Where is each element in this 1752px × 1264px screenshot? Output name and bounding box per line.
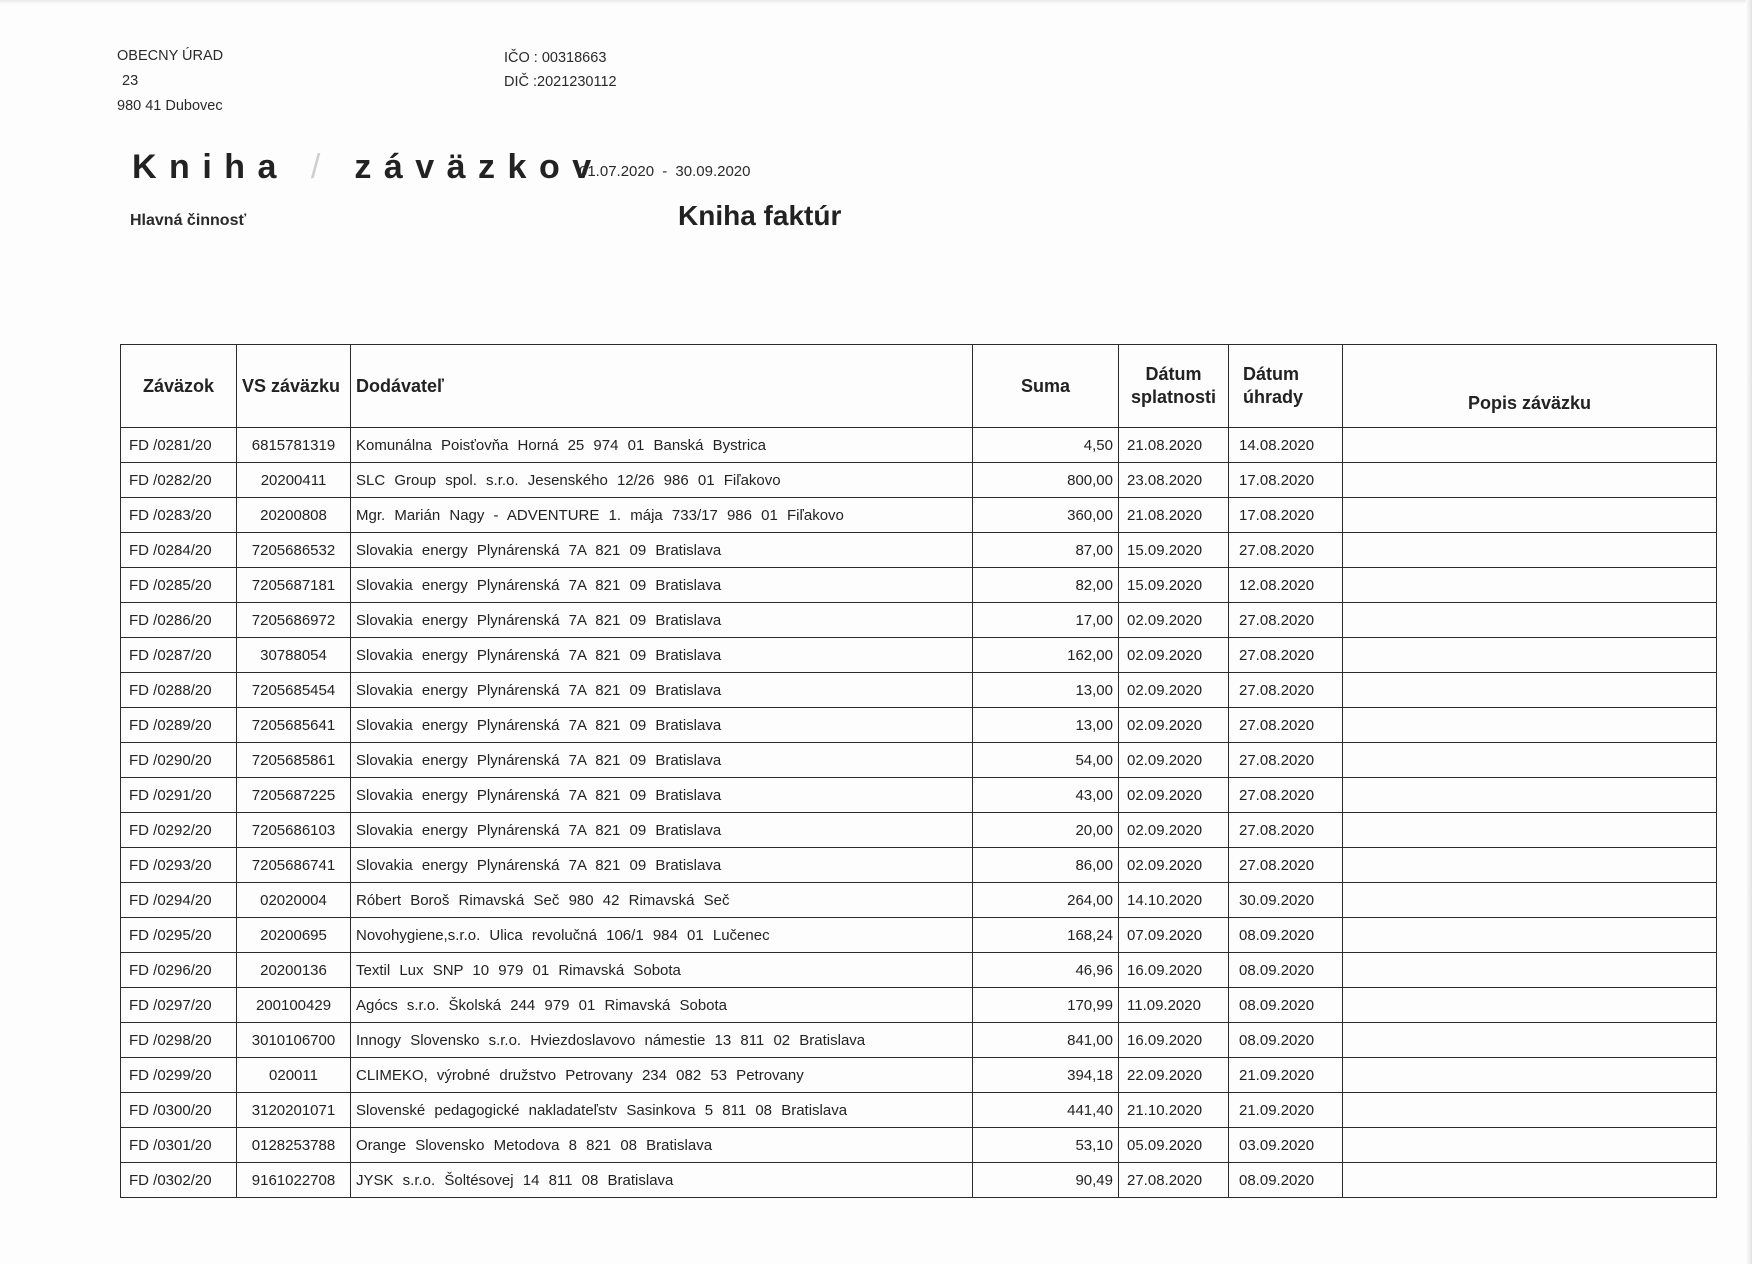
cell-popis xyxy=(1343,1163,1717,1198)
cell-zavazok: FD /0282/20 xyxy=(121,463,237,498)
cell-popis xyxy=(1343,533,1717,568)
cell-datum-uhrady: 27.08.2020 xyxy=(1229,533,1343,568)
cell-datum-splatnosti: 02.09.2020 xyxy=(1119,813,1229,848)
column-header-datum-splatnosti xyxy=(1119,345,1229,428)
period-from: 01.07.2020 - xyxy=(579,163,668,180)
cell-dodavatel: Komunálna Poisťovňa Horná 25 974 01 Banská Bystrica xyxy=(351,428,973,463)
cell-vs: 020011 xyxy=(237,1058,351,1093)
table-header-row xyxy=(121,345,1717,428)
table-row xyxy=(121,743,1717,778)
cell-suma: 86,00 xyxy=(973,848,1119,883)
cell-popis xyxy=(1343,743,1717,778)
cell-datum-uhrady: 03.09.2020 xyxy=(1229,1128,1343,1163)
cell-suma: 54,00 xyxy=(973,743,1119,778)
table-row xyxy=(121,568,1717,603)
cell-dodavatel: Mgr. Marián Nagy - ADVENTURE 1. mája 733/17 986 01 Fiľakovo xyxy=(351,498,973,533)
cell-datum-uhrady: 27.08.2020 xyxy=(1229,848,1343,883)
cell-suma: 90,49 xyxy=(973,1163,1119,1198)
cell-datum-uhrady: 08.09.2020 xyxy=(1229,1163,1343,1198)
cell-suma: 360,00 xyxy=(973,498,1119,533)
tax-identifiers xyxy=(504,46,617,94)
scan-edge-right xyxy=(1746,0,1752,1264)
cell-zavazok: FD /0281/20 xyxy=(121,428,237,463)
cell-suma: 170,99 xyxy=(973,988,1119,1023)
cell-popis xyxy=(1343,778,1717,813)
column-header-datum-uhrady-line2: úhrady xyxy=(1243,387,1304,407)
cell-vs: 20200411 xyxy=(237,463,351,498)
cell-datum-splatnosti: 21.10.2020 xyxy=(1119,1093,1229,1128)
cell-popis xyxy=(1343,638,1717,673)
cell-suma: 87,00 xyxy=(973,533,1119,568)
period-range xyxy=(579,163,751,180)
table-row xyxy=(121,918,1717,953)
cell-suma: 53,10 xyxy=(973,1128,1119,1163)
cell-suma: 4,50 xyxy=(973,428,1119,463)
cell-datum-splatnosti: 15.09.2020 xyxy=(1119,568,1229,603)
cell-datum-uhrady: 27.08.2020 xyxy=(1229,708,1343,743)
cell-suma: 13,00 xyxy=(973,673,1119,708)
cell-popis xyxy=(1343,673,1717,708)
cell-datum-uhrady: 21.09.2020 xyxy=(1229,1093,1343,1128)
cell-dodavatel: Slovakia energy Plynárenská 7A 821 09 Bratislava xyxy=(351,848,973,883)
cell-suma: 394,18 xyxy=(973,1058,1119,1093)
cell-datum-uhrady: 27.08.2020 xyxy=(1229,778,1343,813)
cell-suma: 264,00 xyxy=(973,883,1119,918)
cell-suma: 800,00 xyxy=(973,463,1119,498)
cell-suma: 20,00 xyxy=(973,813,1119,848)
table-row xyxy=(121,708,1717,743)
cell-popis xyxy=(1343,568,1717,603)
cell-dodavatel: Slovenské pedagogické nakladateľstv Sasinkova 5 811 08 Bratislava xyxy=(351,1093,973,1128)
cell-zavazok: FD /0293/20 xyxy=(121,848,237,883)
cell-dodavatel: JYSK s.r.o. Šoltésovej 14 811 08 Bratislava xyxy=(351,1163,973,1198)
cell-vs: 0128253788 xyxy=(237,1128,351,1163)
cell-zavazok: FD /0283/20 xyxy=(121,498,237,533)
cell-popis xyxy=(1343,1023,1717,1058)
cell-datum-splatnosti: 21.08.2020 xyxy=(1119,428,1229,463)
cell-dodavatel: Róbert Boroš Rimavská Seč 980 42 Rimavská Seč xyxy=(351,883,973,918)
column-header-zavazok: Záväzok xyxy=(121,345,237,428)
cell-datum-splatnosti: 14.10.2020 xyxy=(1119,883,1229,918)
cell-suma: 841,00 xyxy=(973,1023,1119,1058)
table-row xyxy=(121,603,1717,638)
cell-popis xyxy=(1343,708,1717,743)
cell-zavazok: FD /0287/20 xyxy=(121,638,237,673)
cell-datum-uhrady: 08.09.2020 xyxy=(1229,953,1343,988)
cell-popis xyxy=(1343,848,1717,883)
cell-popis xyxy=(1343,498,1717,533)
cell-datum-splatnosti: 05.09.2020 xyxy=(1119,1128,1229,1163)
cell-datum-splatnosti: 11.09.2020 xyxy=(1119,988,1229,1023)
period-to: 30.09.2020 xyxy=(675,163,751,180)
cell-zavazok: FD /0301/20 xyxy=(121,1128,237,1163)
cell-datum-uhrady: 21.09.2020 xyxy=(1229,1058,1343,1093)
table-row xyxy=(121,498,1717,533)
cell-dodavatel: Slovakia energy Plynárenská 7A 821 09 Bratislava xyxy=(351,813,973,848)
cell-vs: 7205686972 xyxy=(237,603,351,638)
cell-dodavatel: Textil Lux SNP 10 979 01 Rimavská Sobota xyxy=(351,953,973,988)
cell-popis xyxy=(1343,883,1717,918)
cell-zavazok: FD /0286/20 xyxy=(121,603,237,638)
cell-popis xyxy=(1343,1128,1717,1163)
cell-dodavatel: CLIMEKO, výrobné družstvo Petrovany 234 082 53 Petrovany xyxy=(351,1058,973,1093)
ico: IČO : 00318663 xyxy=(504,50,607,66)
cell-zavazok: FD /0297/20 xyxy=(121,988,237,1023)
cell-dodavatel: Novohygiene,s.r.o. Ulica revolučná 106/1 984 01 Lučenec xyxy=(351,918,973,953)
cell-datum-uhrady: 27.08.2020 xyxy=(1229,813,1343,848)
cell-vs: 7205685861 xyxy=(237,743,351,778)
dic: DIČ :2021230112 xyxy=(504,74,617,90)
cell-vs: 02020004 xyxy=(237,883,351,918)
cell-zavazok: FD /0302/20 xyxy=(121,1163,237,1198)
cell-datum-uhrady: 27.08.2020 xyxy=(1229,638,1343,673)
cell-vs: 30788054 xyxy=(237,638,351,673)
cell-suma: 82,00 xyxy=(973,568,1119,603)
cell-vs: 20200136 xyxy=(237,953,351,988)
cell-zavazok: FD /0284/20 xyxy=(121,533,237,568)
cell-datum-uhrady: 27.08.2020 xyxy=(1229,603,1343,638)
cell-zavazok: FD /0300/20 xyxy=(121,1093,237,1128)
cell-zavazok: FD /0294/20 xyxy=(121,883,237,918)
cell-zavazok: FD /0296/20 xyxy=(121,953,237,988)
cell-popis xyxy=(1343,1093,1717,1128)
cell-zavazok: FD /0299/20 xyxy=(121,1058,237,1093)
cell-vs: 7205686103 xyxy=(237,813,351,848)
cell-datum-uhrady: 17.08.2020 xyxy=(1229,498,1343,533)
column-header-dodavatel: Dodávateľ xyxy=(351,345,973,428)
cell-popis xyxy=(1343,953,1717,988)
cell-popis xyxy=(1343,918,1717,953)
cell-datum-splatnosti: 02.09.2020 xyxy=(1119,673,1229,708)
cell-vs: 7205686532 xyxy=(237,533,351,568)
column-header-popis: Popis záväzku xyxy=(1343,345,1717,428)
cell-datum-uhrady: 12.08.2020 xyxy=(1229,568,1343,603)
cell-dodavatel: Slovakia energy Plynárenská 7A 821 09 Bratislava xyxy=(351,743,973,778)
cell-datum-uhrady: 27.08.2020 xyxy=(1229,743,1343,778)
cell-zavazok: FD /0288/20 xyxy=(121,673,237,708)
cell-dodavatel: Slovakia energy Plynárenská 7A 821 09 Bratislava xyxy=(351,638,973,673)
book-title: Kniha faktúr xyxy=(678,200,842,231)
cell-vs: 3120201071 xyxy=(237,1093,351,1128)
cell-datum-splatnosti: 15.09.2020 xyxy=(1119,533,1229,568)
cell-suma: 13,00 xyxy=(973,708,1119,743)
cell-datum-splatnosti: 16.09.2020 xyxy=(1119,1023,1229,1058)
cell-datum-uhrady: 08.09.2020 xyxy=(1229,918,1343,953)
table-row xyxy=(121,988,1717,1023)
cell-popis xyxy=(1343,988,1717,1023)
cell-datum-uhrady: 30.09.2020 xyxy=(1229,883,1343,918)
table-row xyxy=(121,1093,1717,1128)
cell-zavazok: FD /0290/20 xyxy=(121,743,237,778)
table-row xyxy=(121,883,1717,918)
cell-vs: 7205687181 xyxy=(237,568,351,603)
cell-vs: 7205685641 xyxy=(237,708,351,743)
cell-zavazok: FD /0289/20 xyxy=(121,708,237,743)
cell-suma: 46,96 xyxy=(973,953,1119,988)
scan-edge-top xyxy=(0,0,1752,4)
column-header-datum-splatnosti-line2: splatnosti xyxy=(1130,387,1216,407)
cell-dodavatel: Slovakia energy Plynárenská 7A 821 09 Bratislava xyxy=(351,568,973,603)
column-header-vs: VS záväzku xyxy=(237,345,351,428)
cell-dodavatel: Slovakia energy Plynárenská 7A 821 09 Bratislava xyxy=(351,533,973,568)
cell-zavazok: FD /0295/20 xyxy=(121,918,237,953)
cell-suma: 168,24 xyxy=(973,918,1119,953)
table-row xyxy=(121,1058,1717,1093)
cell-popis xyxy=(1343,813,1717,848)
cell-zavazok: FD /0291/20 xyxy=(121,778,237,813)
cell-zavazok: FD /0285/20 xyxy=(121,568,237,603)
cell-zavazok: FD /0292/20 xyxy=(121,813,237,848)
cell-popis xyxy=(1343,1058,1717,1093)
cell-datum-splatnosti: 02.09.2020 xyxy=(1119,638,1229,673)
cell-datum-splatnosti: 16.09.2020 xyxy=(1119,953,1229,988)
cell-datum-splatnosti: 21.08.2020 xyxy=(1119,498,1229,533)
table-row xyxy=(121,778,1717,813)
table-row xyxy=(121,848,1717,883)
org-name: OBECNY ÚRAD xyxy=(117,48,224,64)
table-row xyxy=(121,1163,1717,1198)
table-row xyxy=(121,463,1717,498)
cell-dodavatel: Slovakia energy Plynárenská 7A 821 09 Bratislava xyxy=(351,603,973,638)
cell-popis xyxy=(1343,463,1717,498)
cell-datum-uhrady: 14.08.2020 xyxy=(1229,428,1343,463)
cell-vs: 6815781319 xyxy=(237,428,351,463)
cell-dodavatel: Agócs s.r.o. Školská 244 979 01 Rimavská Sobota xyxy=(351,988,973,1023)
cell-datum-uhrady: 08.09.2020 xyxy=(1229,1023,1343,1058)
cell-datum-splatnosti: 02.09.2020 xyxy=(1119,708,1229,743)
liabilities-table xyxy=(120,344,1717,1198)
cell-vs: 200100429 xyxy=(237,988,351,1023)
table-row xyxy=(121,533,1717,568)
cell-suma: 43,00 xyxy=(973,778,1119,813)
table-row xyxy=(121,1023,1717,1058)
cell-datum-splatnosti: 02.09.2020 xyxy=(1119,848,1229,883)
document-title-part2: záväzkov xyxy=(354,148,604,186)
cell-suma: 441,40 xyxy=(973,1093,1119,1128)
column-header-datum-uhrady xyxy=(1229,345,1343,428)
document-title-part1: Kniha xyxy=(132,148,289,186)
org-city: 980 41 Dubovec xyxy=(117,98,223,114)
cell-datum-splatnosti: 07.09.2020 xyxy=(1119,918,1229,953)
cell-vs: 7205687225 xyxy=(237,778,351,813)
cell-dodavatel: Slovakia energy Plynárenská 7A 821 09 Bratislava xyxy=(351,708,973,743)
table-row xyxy=(121,638,1717,673)
cell-datum-splatnosti: 02.09.2020 xyxy=(1119,778,1229,813)
cell-suma: 162,00 xyxy=(973,638,1119,673)
cell-datum-uhrady: 08.09.2020 xyxy=(1229,988,1343,1023)
cell-dodavatel: Orange Slovensko Metodova 8 821 08 Bratislava xyxy=(351,1128,973,1163)
org-number: 23 xyxy=(122,73,139,89)
column-header-suma: Suma xyxy=(973,345,1119,428)
cell-vs: 9161022708 xyxy=(237,1163,351,1198)
cell-suma: 17,00 xyxy=(973,603,1119,638)
table-row xyxy=(121,813,1717,848)
document-title-separator: / xyxy=(310,148,333,186)
document-title xyxy=(132,148,604,187)
cell-popis xyxy=(1343,428,1717,463)
cell-dodavatel: Slovakia energy Plynárenská 7A 821 09 Bratislava xyxy=(351,673,973,708)
cell-vs: 7205685454 xyxy=(237,673,351,708)
cell-popis xyxy=(1343,603,1717,638)
cell-datum-uhrady: 27.08.2020 xyxy=(1229,673,1343,708)
activity-subtitle: Hlavná činnosť xyxy=(130,212,247,229)
table-row xyxy=(121,673,1717,708)
column-header-datum-uhrady-line1: Dátum xyxy=(1243,364,1300,384)
cell-vs: 20200695 xyxy=(237,918,351,953)
cell-datum-splatnosti: 23.08.2020 xyxy=(1119,463,1229,498)
cell-dodavatel: Innogy Slovensko s.r.o. Hviezdoslavovo námestie 13 811 02 Bratislava xyxy=(351,1023,973,1058)
cell-datum-splatnosti: 22.09.2020 xyxy=(1119,1058,1229,1093)
cell-dodavatel: Slovakia energy Plynárenská 7A 821 09 Bratislava xyxy=(351,778,973,813)
cell-vs: 3010106700 xyxy=(237,1023,351,1058)
cell-vs: 7205686741 xyxy=(237,848,351,883)
table-row xyxy=(121,953,1717,988)
cell-datum-splatnosti: 02.09.2020 xyxy=(1119,603,1229,638)
organization-address xyxy=(117,44,223,119)
cell-datum-uhrady: 17.08.2020 xyxy=(1229,463,1343,498)
table-body xyxy=(121,428,1717,1198)
cell-datum-splatnosti: 27.08.2020 xyxy=(1119,1163,1229,1198)
column-header-datum-splatnosti-line1: Dátum xyxy=(1145,364,1202,384)
table-row xyxy=(121,1128,1717,1163)
cell-zavazok: FD /0298/20 xyxy=(121,1023,237,1058)
cell-vs: 20200808 xyxy=(237,498,351,533)
cell-datum-splatnosti: 02.09.2020 xyxy=(1119,743,1229,778)
table-row xyxy=(121,428,1717,463)
cell-dodavatel: SLC Group spol. s.r.o. Jesenského 12/26 986 01 Fiľakovo xyxy=(351,463,973,498)
